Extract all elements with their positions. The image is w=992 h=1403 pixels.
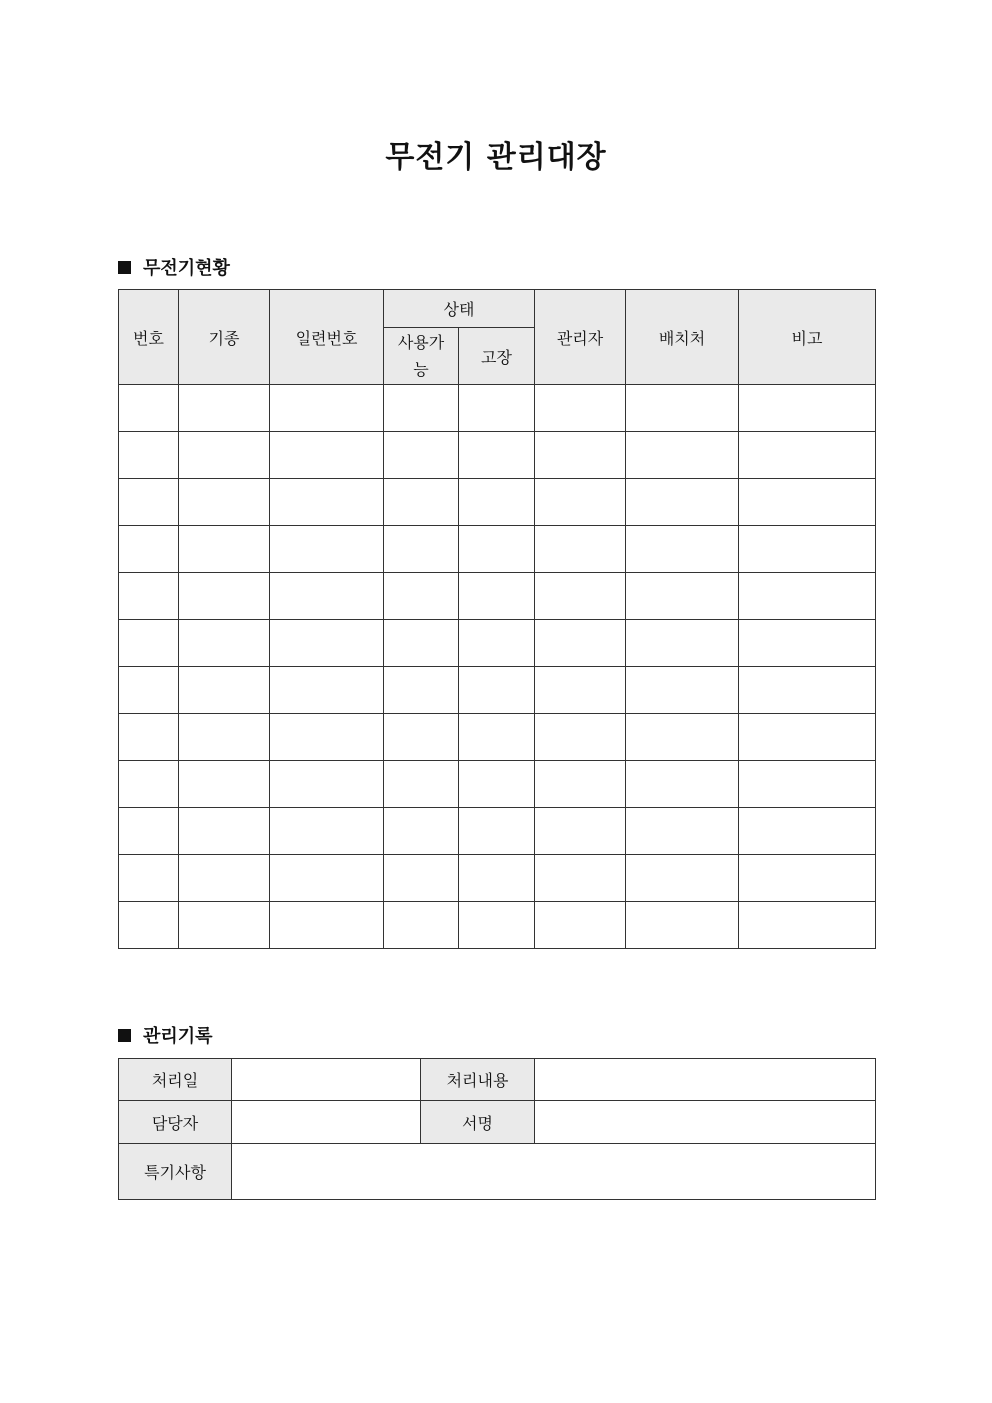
cell-available[interactable] (384, 855, 459, 902)
cell-broken[interactable] (459, 573, 535, 620)
cell-serial[interactable] (270, 855, 384, 902)
table-row (119, 808, 876, 855)
cell-available[interactable] (384, 385, 459, 432)
cell-note[interactable] (739, 620, 876, 667)
cell-note[interactable] (739, 479, 876, 526)
label-person: 담당자 (119, 1101, 232, 1144)
cell-no[interactable] (119, 667, 179, 714)
cell-manager[interactable] (535, 808, 626, 855)
cell-manager[interactable] (535, 667, 626, 714)
cell-manager[interactable] (535, 573, 626, 620)
cell-serial[interactable] (270, 714, 384, 761)
cell-no[interactable] (119, 432, 179, 479)
cell-no[interactable] (119, 714, 179, 761)
header-manager: 관리자 (535, 290, 626, 385)
cell-available[interactable] (384, 620, 459, 667)
cell-note[interactable] (739, 808, 876, 855)
cell-note[interactable] (739, 667, 876, 714)
cell-no[interactable] (119, 902, 179, 949)
section-title: 관리기록 (143, 1026, 213, 1047)
cell-serial[interactable] (270, 385, 384, 432)
management-record-table (118, 1058, 876, 1200)
header-available: 사용가능 (384, 328, 459, 385)
cell-note[interactable] (739, 526, 876, 573)
label-date: 처리일 (119, 1059, 232, 1101)
cell-serial[interactable] (270, 761, 384, 808)
square-bullet-icon (118, 1029, 131, 1042)
cell-model[interactable] (179, 385, 270, 432)
table-row (119, 714, 876, 761)
cell-location[interactable] (626, 808, 739, 855)
cell-model[interactable] (179, 573, 270, 620)
cell-manager[interactable] (535, 526, 626, 573)
cell-broken[interactable] (459, 479, 535, 526)
cell-model[interactable] (179, 432, 270, 479)
cell-model[interactable] (179, 808, 270, 855)
cell-note[interactable] (739, 714, 876, 761)
cell-manager[interactable] (535, 902, 626, 949)
section-heading-status (118, 254, 230, 280)
section-title: 무전기현황 (143, 258, 230, 279)
cell-available[interactable] (384, 667, 459, 714)
cell-model[interactable] (179, 714, 270, 761)
date-field[interactable] (232, 1059, 421, 1101)
cell-available[interactable] (384, 479, 459, 526)
table-row (119, 479, 876, 526)
cell-broken[interactable] (459, 620, 535, 667)
cell-available[interactable] (384, 902, 459, 949)
table-row (119, 902, 876, 949)
cell-location[interactable] (626, 761, 739, 808)
cell-serial[interactable] (270, 479, 384, 526)
cell-location[interactable] (626, 385, 739, 432)
cell-available[interactable] (384, 714, 459, 761)
section-heading-record (118, 1022, 213, 1048)
cell-location[interactable] (626, 667, 739, 714)
cell-manager[interactable] (535, 385, 626, 432)
table-row (119, 855, 876, 902)
cell-model[interactable] (179, 526, 270, 573)
table-row (119, 761, 876, 808)
table-row (119, 573, 876, 620)
cell-serial[interactable] (270, 432, 384, 479)
cell-note[interactable] (739, 761, 876, 808)
cell-manager[interactable] (535, 761, 626, 808)
cell-broken[interactable] (459, 526, 535, 573)
cell-note[interactable] (739, 573, 876, 620)
cell-location[interactable] (626, 714, 739, 761)
cell-location[interactable] (626, 526, 739, 573)
cell-model[interactable] (179, 479, 270, 526)
table-row (119, 526, 876, 573)
cell-broken[interactable] (459, 385, 535, 432)
cell-serial[interactable] (270, 573, 384, 620)
cell-available[interactable] (384, 526, 459, 573)
remarks-field[interactable] (232, 1144, 876, 1200)
cell-manager[interactable] (535, 432, 626, 479)
cell-note[interactable] (739, 902, 876, 949)
table-row (119, 620, 876, 667)
cell-broken[interactable] (459, 714, 535, 761)
cell-location[interactable] (626, 432, 739, 479)
header-location: 배치처 (626, 290, 739, 385)
signature-field[interactable] (535, 1101, 876, 1144)
page-title: 무전기 관리대장 (385, 140, 607, 175)
cell-serial[interactable] (270, 526, 384, 573)
person-field[interactable] (232, 1101, 421, 1144)
cell-manager[interactable] (535, 479, 626, 526)
header-serial: 일련번호 (270, 290, 384, 385)
cell-available[interactable] (384, 432, 459, 479)
cell-model[interactable] (179, 620, 270, 667)
cell-broken[interactable] (459, 432, 535, 479)
table-row (119, 432, 876, 479)
label-signature: 서명 (421, 1101, 535, 1144)
cell-manager[interactable] (535, 620, 626, 667)
table-row (119, 385, 876, 432)
header-broken: 고장 (459, 328, 535, 385)
cell-note[interactable] (739, 432, 876, 479)
header-note: 비고 (739, 290, 876, 385)
cell-no[interactable] (119, 808, 179, 855)
cell-no[interactable] (119, 573, 179, 620)
label-content: 처리내용 (421, 1059, 535, 1101)
cell-no[interactable] (119, 479, 179, 526)
cell-location[interactable] (626, 573, 739, 620)
cell-location[interactable] (626, 902, 739, 949)
label-remarks: 특기사항 (119, 1144, 232, 1200)
cell-location[interactable] (626, 620, 739, 667)
cell-serial[interactable] (270, 667, 384, 714)
cell-model[interactable] (179, 902, 270, 949)
cell-note[interactable] (739, 855, 876, 902)
cell-manager[interactable] (535, 855, 626, 902)
cell-model[interactable] (179, 761, 270, 808)
cell-model[interactable] (179, 667, 270, 714)
radio-status-table (118, 289, 876, 949)
cell-broken[interactable] (459, 761, 535, 808)
cell-no[interactable] (119, 620, 179, 667)
cell-broken[interactable] (459, 855, 535, 902)
cell-note[interactable] (739, 385, 876, 432)
content-field[interactable] (535, 1059, 876, 1101)
cell-broken[interactable] (459, 902, 535, 949)
cell-broken[interactable] (459, 667, 535, 714)
cell-location[interactable] (626, 479, 739, 526)
header-status: 상태 (384, 290, 535, 328)
cell-location[interactable] (626, 855, 739, 902)
cell-no[interactable] (119, 761, 179, 808)
cell-serial[interactable] (270, 620, 384, 667)
header-no: 번호 (119, 290, 179, 385)
table-row (119, 667, 876, 714)
cell-serial[interactable] (270, 808, 384, 855)
cell-available[interactable] (384, 761, 459, 808)
cell-no[interactable] (119, 385, 179, 432)
cell-available[interactable] (384, 808, 459, 855)
header-model: 기종 (179, 290, 270, 385)
cell-available[interactable] (384, 573, 459, 620)
cell-manager[interactable] (535, 714, 626, 761)
cell-serial[interactable] (270, 902, 384, 949)
cell-no[interactable] (119, 855, 179, 902)
cell-no[interactable] (119, 526, 179, 573)
cell-broken[interactable] (459, 808, 535, 855)
square-bullet-icon (118, 261, 131, 274)
cell-model[interactable] (179, 855, 270, 902)
